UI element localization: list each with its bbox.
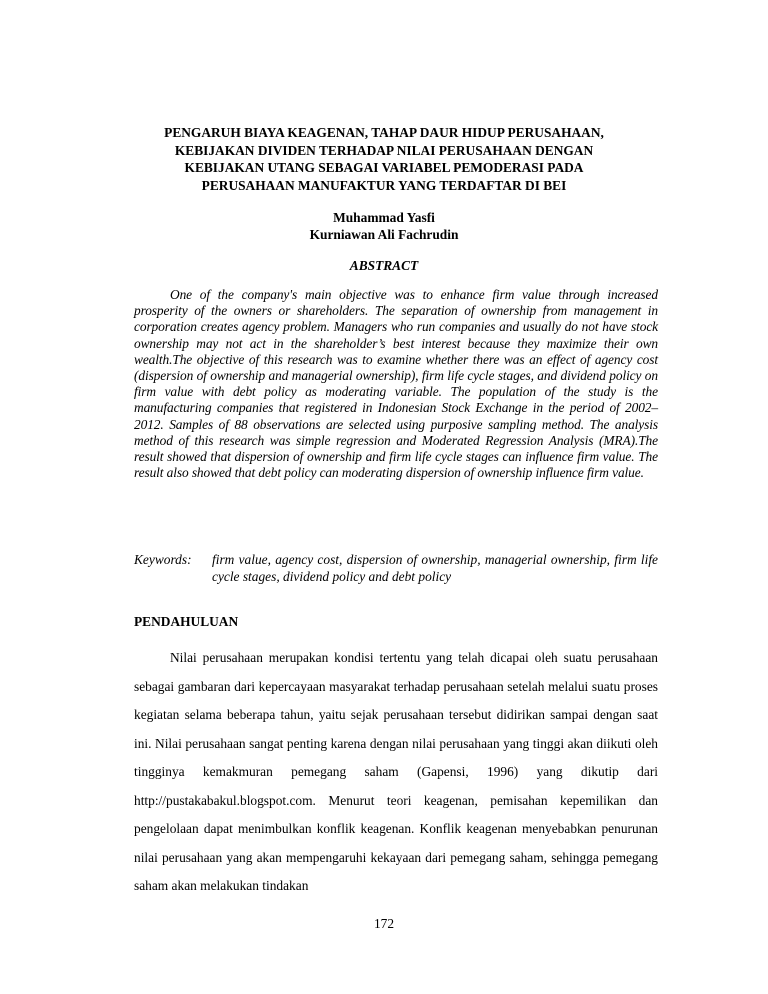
keywords-block bbox=[134, 552, 658, 585]
title-line: KEBIJAKAN UTANG SEBAGAI VARIABEL PEMODERASI PADA bbox=[184, 160, 584, 175]
abstract-text: One of the company's main objective was to enhance firm value through increased prosperity of the owners or shareholders. The separation of ownership from management in corporation creates agency problem. Managers who run companies and usually do not have stock ownership may not act in the shareholder’s best interest because they maximize their own wealth.The objective of this research was to examine whether there was an effect of agency cost (dispersion of ownership and managerial ownership), firm life cycle stages, and dividend policy on firm value with debt policy as moderating variable. The population of the study is the manufacturing companies that registered in Indonesian Stock Exchange in the period of 2002–2012. Samples of 88 observations are selected using purposive sampling method. The analysis method of this research was simple regression and Moderated Regression Analysis (MRA).The result showed that dispersion of ownership and firm life cycle stages can influence firm value. The result also showed that debt policy can moderating dispersion of ownership influence firm value. bbox=[134, 287, 658, 481]
title-line: PERUSAHAAN MANUFAKTUR YANG TERDAFTAR DI BEI bbox=[201, 177, 567, 193]
citation-link[interactable]: http://pustakabakul.blogspot.com bbox=[134, 792, 313, 808]
body-text-part: Nilai perusahaan merupakan kondisi tertentu yang telah dicapai oleh suatu perusahaan sebagai gambaran dari kepercayaan masyarakat terhadap perusahaan setelah melalui suatu proses kegiatan selama beberapa tahun, yaitu sejak perusahaan tersebut didirikan sampai dengan saat ini. Nilai perusahaan sangat penting karena dengan nilai perusahaan yang tinggi akan diikuti oleh tingginya kemakmuran pemegang saham (Gapensi, 1996) yang dikutip dari bbox=[134, 650, 658, 779]
body-paragraph bbox=[134, 644, 658, 901]
body-text-part: . Menurut teori keagenan, pemisahan kepemilikan dan pengelolaan dapat menimbulkan konflik keagenan. Konflik keagenan menyebabkan penurunan nilai perusahaan yang akan mempengaruhi kekayaan dari pemegang saham, sehingga pemegang saham akan melakukan tindakan bbox=[134, 792, 658, 893]
title-line: PENGARUH BIAYA KEAGENAN, TAHAP DAUR HIDUP PERUSAHAAN, bbox=[164, 125, 604, 140]
author-list bbox=[110, 209, 658, 243]
title-line: KEBIJAKAN DIVIDEN TERHADAP NILAI PERUSAHAAN DENGAN bbox=[174, 142, 594, 158]
page-number: 172 bbox=[373, 916, 395, 931]
abstract-heading: ABSTRACT bbox=[349, 258, 419, 273]
keywords-label: Keywords: bbox=[134, 552, 192, 567]
section-heading: PENDAHULUAN bbox=[134, 614, 239, 629]
author-name: Muhammad Yasfi bbox=[333, 210, 435, 225]
keywords-text: firm value, agency cost, dispersion of ownership, managerial ownership, firm life cycle stages, dividend policy and debt policy bbox=[212, 552, 658, 584]
paper-title bbox=[110, 124, 658, 194]
author-name: Kurniawan Ali Fachrudin bbox=[309, 227, 459, 242]
